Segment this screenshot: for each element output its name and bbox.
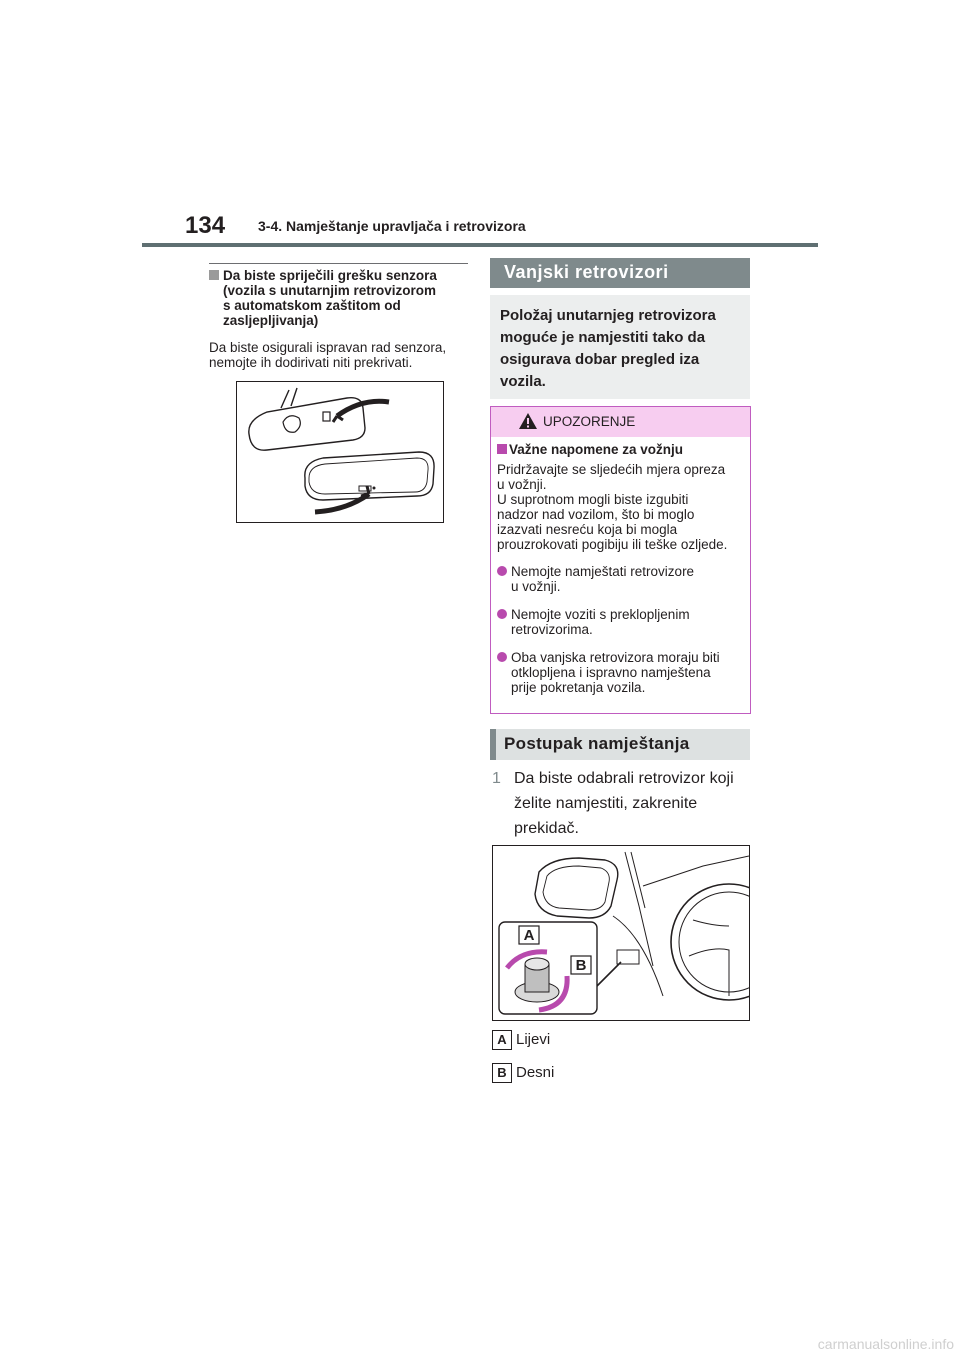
intro-line: moguće je namjestiti tako da bbox=[500, 329, 706, 346]
mirror-switch-icon bbox=[493, 846, 749, 1020]
step-number: 1 bbox=[492, 770, 501, 787]
exterior-mirrors-title: Vanjski retrovizori bbox=[504, 262, 669, 282]
left-heading-rule bbox=[209, 263, 468, 264]
warning-bullet-line: retrovizorima. bbox=[511, 622, 593, 637]
warning-intro-line: prouzrokovati pogibiju ili teške ozljede. bbox=[497, 537, 728, 552]
warning-intro-line: izazvati nesreću koja bi mogla bbox=[497, 522, 678, 537]
warning-bullet-line: Oba vanjska retrovizora moraju biti bbox=[511, 650, 720, 665]
legend-label-b: Desni bbox=[516, 1064, 555, 1081]
intro-line: vozila. bbox=[500, 373, 546, 390]
step-line: prekidač. bbox=[514, 820, 579, 837]
legend-label-a: Lijevi bbox=[516, 1031, 551, 1048]
procedure-title: Postupak namještanja bbox=[504, 734, 690, 753]
figure-label-b: B bbox=[575, 957, 587, 974]
procedure-band bbox=[490, 729, 750, 760]
round-bullet-icon bbox=[497, 609, 507, 619]
warning-intro-line: U suprotnom mogli biste izgubiti bbox=[497, 492, 689, 507]
sensor-body-line: Da biste osigurali ispravan rad senzora, bbox=[209, 340, 447, 355]
warning-bullet-line: otklopljena i ispravno namještena bbox=[511, 665, 711, 680]
page-number: 134 bbox=[185, 212, 226, 239]
warning-intro-line: Pridržavajte se sljedećih mjera opreza bbox=[497, 462, 726, 477]
warning-bullet-line: u vožnji. bbox=[511, 579, 561, 594]
warning-intro-line: u vožnji. bbox=[497, 477, 547, 492]
sensor-heading-line: zasljepljivanja) bbox=[223, 313, 319, 328]
mirror-switch-illustration bbox=[492, 845, 750, 1021]
warning-subheading-row bbox=[497, 442, 745, 457]
step-line: želite namjestiti, zakrenite bbox=[514, 795, 698, 812]
figure-label-a: A bbox=[523, 927, 535, 944]
intro-box bbox=[490, 295, 750, 399]
rearview-mirror-sensor-icon bbox=[237, 382, 443, 522]
warning-triangle-icon bbox=[518, 412, 538, 430]
sensor-heading bbox=[209, 268, 474, 328]
sensor-body bbox=[209, 340, 474, 370]
legend-key-b: B bbox=[492, 1063, 512, 1083]
inner-mirror-illustration bbox=[236, 381, 444, 523]
sensor-heading-line: s automatskom zaštitom od bbox=[223, 298, 401, 313]
warning-bullet-line: Nemojte voziti s preklopljenim bbox=[511, 607, 690, 622]
warning-bullet-line: Nemojte namještati retrovizore bbox=[511, 564, 695, 579]
intro-text bbox=[500, 305, 745, 393]
round-bullet-icon bbox=[497, 566, 507, 576]
square-bullet-icon bbox=[497, 444, 507, 454]
legend-key-a: A bbox=[492, 1030, 512, 1050]
exterior-mirrors-band bbox=[490, 258, 750, 288]
warning-subheading: Važne napomene za vožnju bbox=[509, 442, 684, 457]
procedure-band-bar bbox=[490, 729, 496, 760]
intro-line: osigurava dobar pregled iza bbox=[500, 351, 700, 368]
warning-content bbox=[497, 442, 745, 695]
warning-box bbox=[490, 406, 751, 714]
round-bullet-icon bbox=[497, 652, 507, 662]
warning-bullet bbox=[497, 607, 745, 637]
header-rule bbox=[142, 243, 818, 247]
section-title: 3-4. Namještanje upravljača i retrovizora bbox=[258, 218, 526, 234]
warning-bullet-line: prije pokretanja vozila. bbox=[511, 680, 646, 695]
warning-bullet bbox=[497, 564, 745, 594]
sensor-body-line: nemojte ih dodirivati niti prekrivati. bbox=[209, 355, 413, 370]
watermark: carmanualsonline.info bbox=[817, 1336, 954, 1352]
step-line: Da biste odabrali retrovizor koji bbox=[514, 770, 734, 787]
step-text bbox=[514, 766, 754, 841]
sensor-heading-line: Da biste spriječili grešku senzora bbox=[223, 268, 437, 283]
warning-title: UPOZORENJE bbox=[543, 414, 636, 429]
warning-header bbox=[491, 407, 750, 437]
warning-intro-line: nadzor nad vozilom, što bi moglo bbox=[497, 507, 695, 522]
intro-line: Položaj unutarnjeg retrovizora bbox=[500, 307, 716, 324]
warning-intro bbox=[497, 462, 745, 552]
square-bullet-icon bbox=[209, 270, 219, 280]
warning-bullet bbox=[497, 650, 745, 695]
sensor-heading-line: (vozila s unutarnjim retrovizorom bbox=[223, 283, 437, 298]
